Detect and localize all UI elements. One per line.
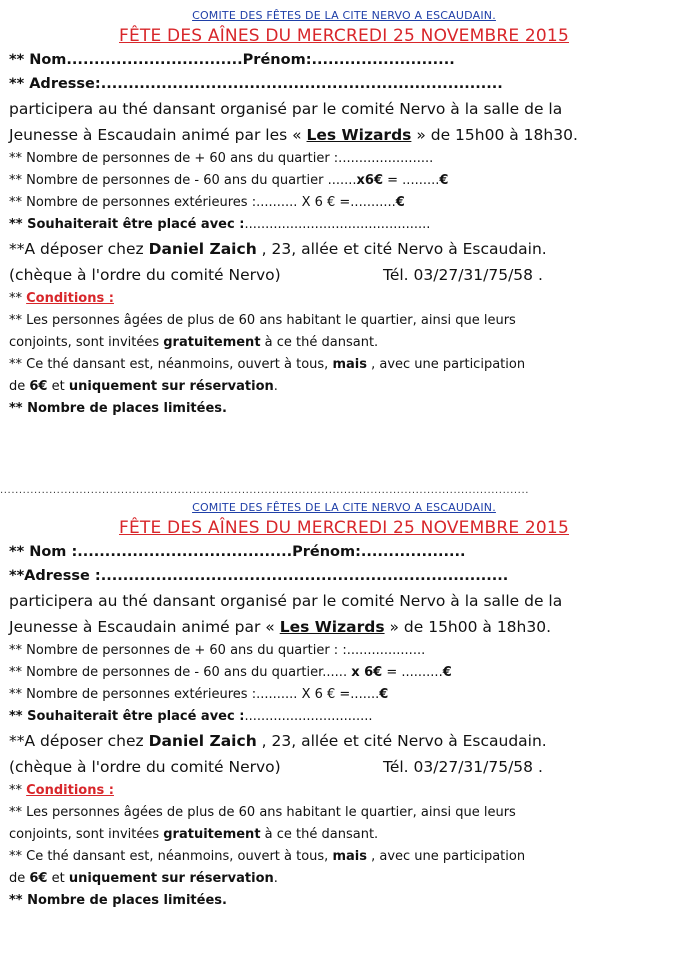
payment-line [0, 754, 688, 780]
condition-2: conjoints, sont invitées gratuitement à ce thé dansant. [9, 827, 379, 842]
cheque-note: (chèque à l'ordre du comité Nervo) [9, 758, 281, 776]
condition-3: ** Ce thé dansant est, néanmoins, ouvert à tous, mais , avec une participation [9, 849, 526, 864]
count-over-60-field[interactable]: ** Nombre de personnes de + 60 ans du quartier : :................... [9, 643, 426, 658]
invitation-text-2: Jeunesse à Escaudain animé par les « Les Wizards » de 15h00 à 18h30. [9, 126, 578, 144]
name-field-line[interactable]: ** Nom :.......................................Prénom:................... [9, 544, 466, 560]
condition-4: de 6€ et uniquement sur réservation. [9, 379, 278, 394]
invitation-text-2: Jeunesse à Escaudain animé par « Les Wizards » de 15h00 à 18h30. [9, 618, 552, 636]
seating-preference-field[interactable]: ** Souhaiterait être placé avec :............................................. [9, 217, 431, 232]
count-over-60-field[interactable]: ** Nombre de personnes de + 60 ans du quartier :....................... [9, 151, 434, 166]
condition-1: ** Les personnes âgées de plus de 60 ans habitant le quartier, ainsi que leurs [9, 313, 516, 328]
name-field-line[interactable]: ** Nom................................Prénom:.......................... [9, 52, 455, 68]
limited-places-note: ** Nombre de places limitées. [9, 893, 227, 908]
event-title: FÊTE DES AÎNES DU MERCREDI 25 NOVEMBRE 2015 [119, 518, 569, 538]
count-under-60-field[interactable]: ** Nombre de personnes de - 60 ans du quartier...... x 6€ = ..........€ [9, 665, 452, 680]
invitation-text-1: participera au thé dansant organisé par le comité Nervo à la salle de la [9, 592, 563, 610]
address-field-line[interactable]: ** Adresse:......................................................................... [9, 76, 503, 92]
band-name: Les Wizards [306, 126, 412, 144]
band-name: Les Wizards [279, 618, 385, 636]
conditions-heading: ** Conditions : [9, 783, 114, 798]
registration-form-top [0, 8, 688, 420]
condition-2: conjoints, sont invitées gratuitement à ce thé dansant. [9, 335, 379, 350]
seating-preference-field[interactable]: ** Souhaiterait être placé avec :............................... [9, 709, 373, 724]
address-field-line[interactable]: **Adresse :.......................................................................... [9, 568, 509, 584]
phone-number: Tél. 03/27/31/75/58 . [383, 266, 543, 284]
payment-line [0, 262, 688, 288]
limited-places-note: ** Nombre de places limitées. [9, 401, 227, 416]
contact-name: Daniel Zaich [148, 732, 257, 750]
contact-name: Daniel Zaich [148, 240, 257, 258]
cut-line-separator: ............................................................................................................................................ [0, 486, 530, 496]
condition-3: ** Ce thé dansant est, néanmoins, ouvert à tous, mais , avec une participation [9, 357, 526, 372]
phone-number: Tél. 03/27/31/75/58 . [383, 758, 543, 776]
count-external-field[interactable]: ** Nombre de personnes extérieures :.......... X 6 € =.......€ [9, 687, 389, 702]
count-external-field[interactable]: ** Nombre de personnes extérieures :.......... X 6 € =...........€ [9, 195, 405, 210]
organizer-heading: COMITE DES FÊTES DE LA CITE NERVO A ESCAUDAIN. [192, 9, 496, 22]
drop-off-instructions: **A déposer chez Daniel Zaich , 23, allée et cité Nervo à Escaudain. [9, 240, 547, 258]
event-title: FÊTE DES AÎNES DU MERCREDI 25 NOVEMBRE 2015 [119, 26, 569, 46]
conditions-heading: ** Conditions : [9, 291, 114, 306]
condition-1: ** Les personnes âgées de plus de 60 ans habitant le quartier, ainsi que leurs [9, 805, 516, 820]
drop-off-instructions: **A déposer chez Daniel Zaich , 23, allée et cité Nervo à Escaudain. [9, 732, 547, 750]
organizer-heading: COMITE DES FÊTES DE LA CITE NERVO A ESCAUDAIN. [192, 501, 496, 514]
invitation-text-1: participera au thé dansant organisé par le comité Nervo à la salle de la [9, 100, 563, 118]
cheque-note: (chèque à l'ordre du comité Nervo) [9, 266, 281, 284]
count-under-60-field[interactable]: ** Nombre de personnes de - 60 ans du quartier .......x6€ = .........€ [9, 173, 449, 188]
registration-form-bottom [0, 500, 688, 912]
condition-4: de 6€ et uniquement sur réservation. [9, 871, 278, 886]
